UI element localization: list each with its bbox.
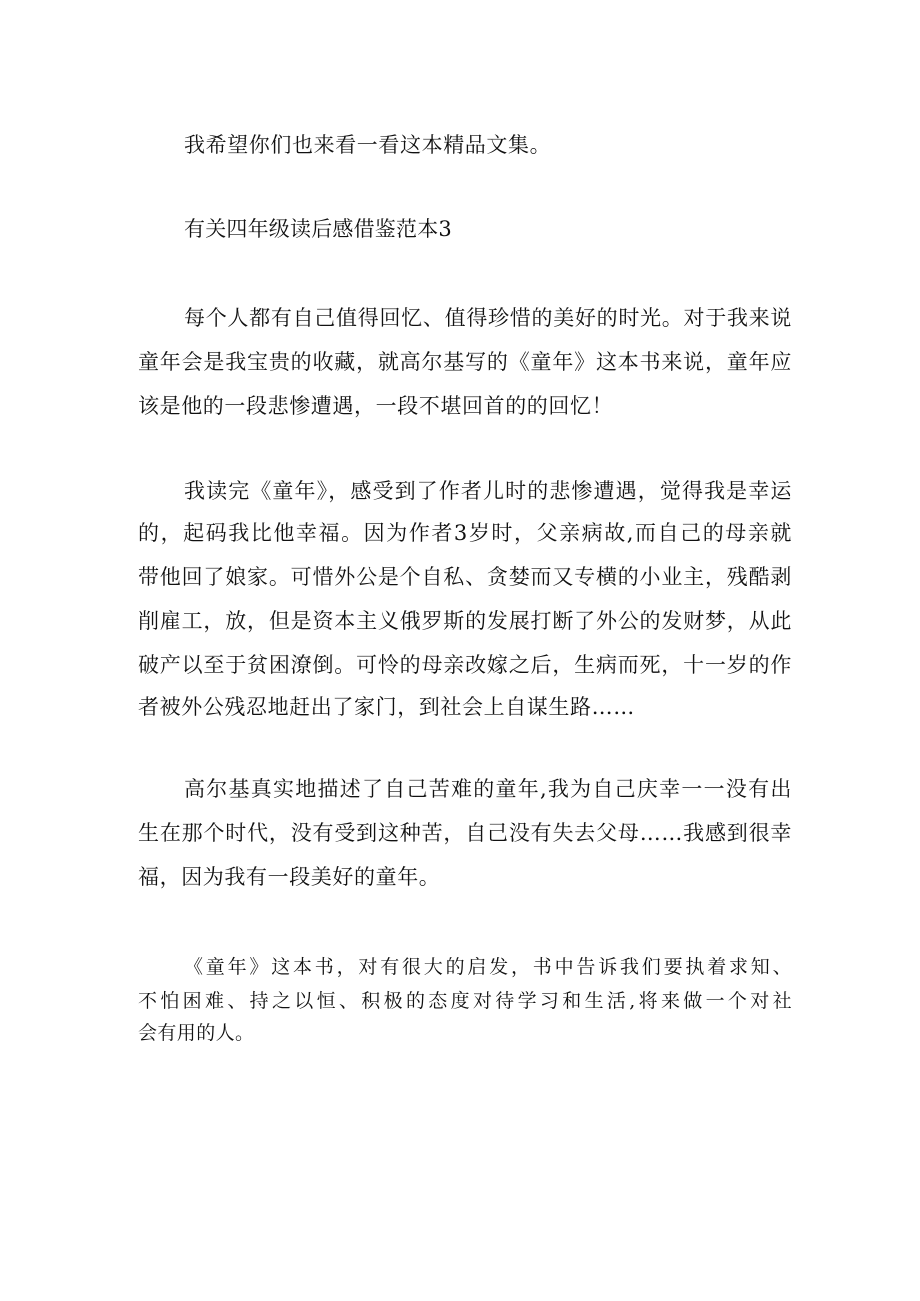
intro-line: 我希望你们也来看一看这本精品文集。 (184, 133, 552, 157)
paragraph-1-line-1: 每个人都有自己值得回忆、值得珍惜的美好的时光。对于我来说 (184, 306, 792, 330)
paragraph-3-line-1: 高尔基真实地描述了自己苦难的童年,我为自己庆幸一一没有出 (184, 777, 792, 801)
paragraph-3-line-3: 福，因为我有一段美好的童年。 (138, 865, 441, 889)
paragraph-1-line-2: 童年会是我宝贵的收藏，就高尔基写的《童年》这本书来说，童年应 (138, 350, 792, 374)
paragraph-4-line-2: 不怕困难、持之以恒、积极的态度对待学习和生活,将来做一个对社 (138, 990, 792, 1012)
paragraph-4-line-1: 《童年》这本书，对有很大的启发，书中告诉我们要执着求知、 (184, 956, 792, 978)
paragraph-2-line-3: 带他回了娘家。可惜外公是个自私、贪婪而又专横的小业主，残酷剥 (138, 565, 792, 589)
paragraph-2-line-6: 者被外公残忍地赶出了家门，到社会上自谋生路…… (138, 695, 635, 719)
paragraph-2-line-5: 破产以至于贫困潦倒。可怜的母亲改嫁之后，生病而死，十一岁的作 (138, 653, 792, 677)
paragraph-2-line-4: 削雇工，放，但是资本主义俄罗斯的发展打断了外公的发财梦，从此 (138, 609, 792, 633)
paragraph-2-line-2: 的，起码我比他幸福。因为作者3岁时，父亲病故,而自己的母亲就 (138, 521, 792, 545)
section-heading: 有关四年级读后感借鉴范本3 (184, 217, 452, 241)
paragraph-4-line-3: 会有用的人。 (138, 1022, 255, 1044)
paragraph-2-line-1: 我读完《童年》，感受到了作者儿时的悲惨遭遇，觉得我是幸运 (184, 479, 792, 503)
paragraph-1-line-3: 该是他的一段悲惨遭遇，一段不堪回首的的回忆！ (138, 394, 614, 418)
paragraph-3-line-2: 生在那个时代，没有受到这种苦，自己没有失去父母……我感到很幸 (138, 821, 792, 845)
